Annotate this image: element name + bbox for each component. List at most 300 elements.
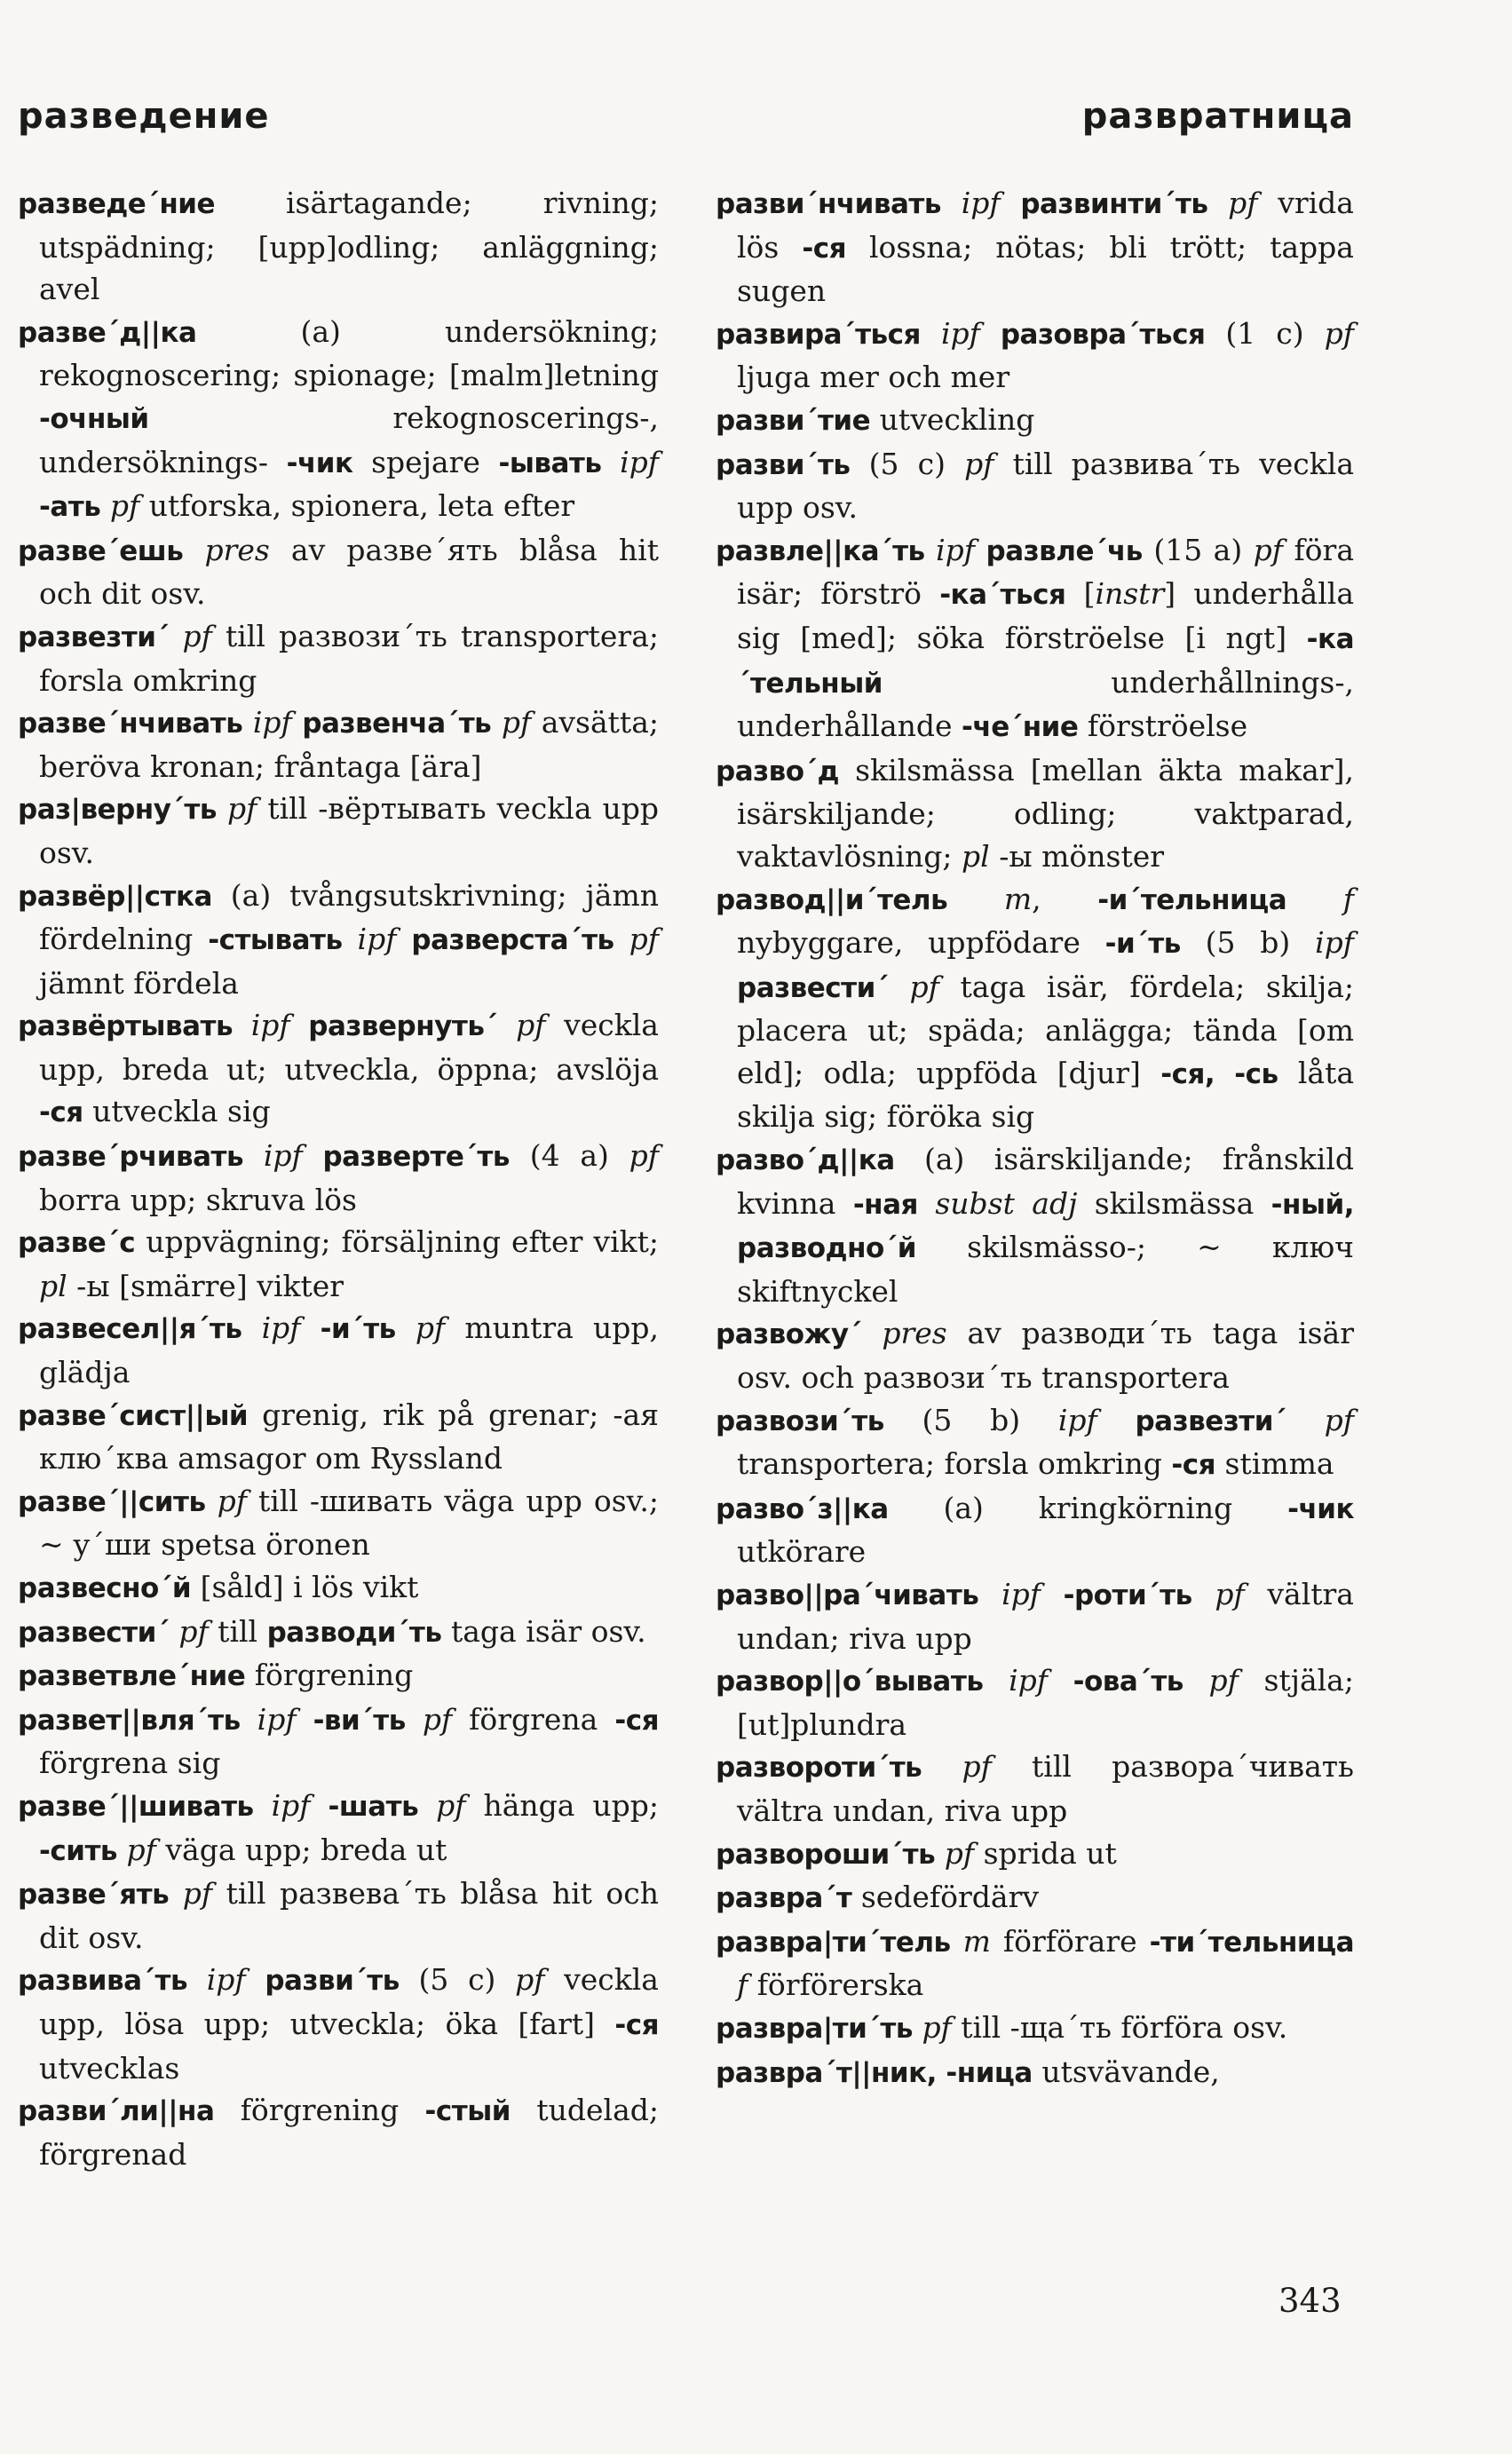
entry-definition [947, 882, 1004, 916]
entry-definition [243, 1138, 264, 1173]
entry-headword: разви´тие [716, 404, 871, 437]
entry-headword: развра|ти´тель [716, 1926, 951, 1959]
entry-definition: veckla upp, breda ut; utveckla, öppna; avslöja [39, 1008, 659, 1087]
entry-form: -ница [946, 2056, 1033, 2089]
entry-definition: stjäla; [ut]plundra [737, 1663, 1354, 1742]
entry-grammar-label: pf [629, 922, 659, 957]
entry-headword: развор||о´вывать [716, 1666, 984, 1698]
entry-definition [170, 1614, 179, 1649]
entry-definition [187, 1962, 207, 1997]
entry-definition: till -ща´ть förföra osv. [951, 2009, 1288, 2045]
entry-definition: utveckla sig [83, 1094, 271, 1129]
entry-definition [1041, 1577, 1064, 1611]
entry-definition [100, 488, 110, 523]
entry-form: -ывать [498, 447, 602, 479]
dictionary-entry [18, 701, 659, 788]
entry-headword: разви´ли||на [18, 2095, 215, 2128]
entry-definition: (4 a) [510, 1138, 629, 1174]
entry-grammar-label: pf [422, 1701, 453, 1737]
entry-grammar-label: pf [962, 1749, 992, 1785]
entry-definition [418, 1788, 436, 1823]
entry-form: -и´ть [320, 1313, 396, 1346]
entry-definition: rekognoscerings-, undersöknings- [39, 400, 659, 479]
entry-definition: till развора´чивать vältra undan, riva upp [737, 1749, 1354, 1828]
entry-definition: (5 c) [850, 446, 965, 481]
entry-form: -очный [39, 402, 149, 435]
dictionary-entry [18, 182, 659, 311]
entry-definition [975, 533, 986, 567]
dictionary-entry [18, 1785, 659, 1872]
entry-definition [918, 1186, 935, 1221]
entry-grammar-label: pf [909, 969, 939, 1004]
entry-definition [913, 2010, 922, 2045]
entry-headword: разво´з||ка [716, 1492, 889, 1525]
entry-definition: (5 c) [399, 1962, 516, 1998]
entry-definition: väga upp; breda ut [155, 1832, 447, 1867]
entry-definition: avsätta; beröva kronan; fråntaga [ära] [39, 705, 659, 784]
entry-form: разводи´ть [266, 1616, 442, 1649]
entry-definition [290, 1008, 309, 1042]
entry-grammar-label: pf [964, 446, 994, 481]
entry-headword: развива´ть [18, 1965, 188, 1998]
entry-definition [292, 705, 303, 740]
entry-definition [1207, 186, 1228, 220]
entry-headword: развра´т [716, 1882, 852, 1915]
dictionary-entry [716, 1833, 1354, 1877]
entry-definition: förförerska [748, 1967, 924, 2003]
entry-definition [233, 1008, 251, 1042]
entry-definition [183, 533, 204, 567]
entry-definition [980, 316, 1001, 351]
entry-definition: nybyggare, uppfödare [737, 925, 1105, 961]
entry-definition: (5 b) [883, 1402, 1058, 1437]
entry-definition: uppvägning; försäljning efter vikt; [135, 1224, 659, 1260]
entry-form: разовра´ться [1000, 318, 1206, 351]
entry-grammar-label: f [1342, 881, 1355, 916]
entry-definition: [ [1065, 576, 1096, 612]
dictionary-entry [716, 1312, 1354, 1398]
entry-grammar-label: pf [1228, 186, 1258, 220]
entry-definition [117, 1833, 127, 1867]
entry-form: -че´ние [962, 711, 1079, 744]
entry-headword: развесно´й [18, 1572, 192, 1604]
entry-headword: развира´ться [716, 318, 921, 351]
dictionary-entry [18, 311, 659, 529]
entry-grammar-label: f [737, 1967, 748, 2003]
entry-definition [937, 2054, 946, 2089]
dictionary-entry [18, 1959, 659, 2089]
entry-definition: (a) tvångsutskrivning; jämn fördelning [39, 877, 659, 957]
entry-definition: -ы mönster [989, 838, 1165, 874]
entry-form: -ся [802, 232, 846, 265]
entry-form: -стый [424, 2095, 511, 2128]
dictionary-entry [716, 2051, 1354, 2095]
entry-grammar-label: pf [182, 1876, 213, 1912]
entry-definition [614, 922, 629, 956]
entry-definition [169, 1876, 183, 1911]
entry-form: развести´ [737, 971, 889, 1004]
entry-headword: разве´||шивать [18, 1790, 254, 1823]
entry-headword: развра|ти´ть [716, 2012, 913, 2045]
entry-definition [978, 1577, 1001, 1611]
entry-grammar-label: pf [1324, 315, 1354, 351]
dictionary-entry [716, 878, 1354, 1139]
dictionary-entry [716, 443, 1354, 529]
entry-definition: tudelad; förgrenad [39, 2093, 659, 2172]
entry-grammar-label: ipf [263, 1138, 303, 1174]
entry-definition: låta skilja sig; föröka sig [737, 1055, 1355, 1135]
entry-definition [241, 1702, 257, 1737]
entry-grammar-label: pf [182, 618, 212, 653]
entry-definition [602, 445, 621, 479]
dictionary-entry [716, 2007, 1354, 2051]
entry-definition: utsvävande, [1032, 2054, 1220, 2089]
entry-form: разверте´ть [322, 1141, 511, 1174]
entry-definition [983, 1663, 1009, 1698]
entry-definition: muntra upp, glädja [39, 1310, 659, 1390]
entry-form: -сить [39, 1834, 118, 1867]
entry-grammar-label: ipf [206, 1962, 246, 1998]
entry-definition [889, 970, 910, 1004]
entry-grammar-label: pres [204, 532, 270, 567]
entry-grammar-label: pres [882, 1316, 947, 1351]
entry-definition: skilsmässa [mellan äkta makar], isärskiljande; odling; vaktparad, vaktavlösning; [737, 752, 1354, 874]
entry-definition: utkörare [737, 1534, 867, 1570]
entry-form: развинти´ть [1020, 188, 1208, 220]
entry-definition [217, 791, 227, 826]
entry-form: развезти´ [1135, 1405, 1286, 1437]
entry-definition: spejare [352, 444, 499, 479]
dictionary-entry [716, 1399, 1354, 1487]
entry-definition [396, 922, 411, 956]
entry-definition: till развози´ть transportera; forsla omkring [39, 618, 659, 698]
entry-form: -ти´тельница [1149, 1926, 1354, 1959]
entry-headword: разве´нчивать [18, 708, 243, 740]
entry-headword: разве´с [18, 1227, 136, 1260]
entry-definition: utvecklas [39, 2050, 180, 2086]
entry-definition [242, 1310, 262, 1345]
entry-form: -ся [614, 2008, 659, 2041]
entry-definition: ljuga mer och mer [737, 360, 1010, 395]
entry-definition: till [208, 1613, 267, 1649]
entry-headword: развожу´ [716, 1318, 862, 1351]
dictionary-entry [716, 529, 1354, 749]
entry-headword: разве´ешь [18, 534, 184, 567]
entry-form: -ная [852, 1188, 918, 1221]
dictionary-entry [18, 1135, 659, 1221]
entry-definition: (a) undersökning; rekognoscering; spionage; [malm]letning [39, 313, 659, 393]
entry-grammar-label: ipf [271, 1787, 311, 1823]
dictionary-entry [716, 1746, 1354, 1832]
entry-definition: förgrening [245, 1658, 414, 1693]
dictionary-entry [18, 615, 659, 701]
entry-headword: разветвле´ние [18, 1660, 246, 1693]
entry-headword: развёр||стка [18, 880, 212, 913]
entry-grammar-label: pl [962, 838, 990, 874]
entry-definition: förgrena [452, 1701, 615, 1737]
entry-grammar-label: pf [629, 1138, 659, 1174]
entry-grammar-label: pf [516, 1008, 546, 1043]
entry-definition [941, 186, 962, 220]
header-first-headword: разведение [18, 96, 270, 137]
entry-definition: sedefördärv [851, 1880, 1040, 1915]
entry-definition: till -шивать väga upp osv.; ~ у´ши spetsa öronen [39, 1483, 659, 1563]
entry-headword: развози´ть [716, 1405, 884, 1437]
entry-headword: разворoши´ть [716, 1838, 936, 1871]
dictionary-entry [18, 875, 659, 1005]
entry-definition: skilsmässa [1077, 1185, 1271, 1221]
entry-definition: [såld] i lös vikt [191, 1570, 419, 1604]
entry-definition: borra upp; skruva lös [39, 1182, 357, 1217]
dictionary-entry [716, 749, 1354, 878]
entry-definition [169, 619, 182, 653]
entry-definition: vältra undan; riva upp [737, 1577, 1354, 1656]
entry-definition [406, 1702, 423, 1737]
entry-grammar-label: subst adj [935, 1185, 1078, 1221]
entry-grammar-label: pf [1324, 1402, 1354, 1437]
entry-definition: taga isär osv. [441, 1613, 646, 1649]
entry-definition: -ы [smärre] vikter [67, 1268, 344, 1303]
entry-definition [1286, 882, 1343, 916]
entry-headword: развра´т||ник, [716, 2056, 937, 2089]
entry-form: -стывать [208, 924, 343, 957]
dictionary-entry [18, 1654, 659, 1698]
entry-grammar-label: ipf [250, 1008, 290, 1043]
entry-definition: grenig, rik på grenar; -ая клю´ква amsagor om Ryssland [39, 1397, 659, 1476]
entry-headword: разво´д [716, 755, 840, 788]
entry-form: -и´ть [1104, 928, 1181, 961]
entry-definition: förgrening [214, 2093, 425, 2128]
entry-definition: (5 b) [1180, 925, 1316, 961]
entry-form: -ка´тельный [737, 622, 1354, 700]
dictionary-entry [716, 1487, 1354, 1573]
entry-definition [921, 316, 941, 351]
entry-definition [396, 1310, 416, 1345]
dictionary-entry [18, 1004, 659, 1135]
entry-definition: veckla upp, lösa upp; utveckla; öka [fart] [39, 1962, 659, 2041]
entry-headword: разво||ра´чивать [716, 1579, 979, 1611]
entry-definition: utforska, spionera, leta efter [139, 488, 575, 524]
entry-definition: förströelse [1078, 708, 1248, 744]
entry-grammar-label: pf [226, 791, 257, 827]
entry-definition: lossna; nötas; bli trött; tappa sugen [737, 229, 1354, 309]
entry-definition: vrida lös [737, 186, 1354, 265]
entry-headword: разви´ть [716, 448, 851, 481]
entry-form: -ка´ться [939, 579, 1066, 612]
entry-headword: развёртывать [18, 1010, 234, 1043]
entry-grammar-label: pf [436, 1787, 466, 1823]
entry-form: -ся, -сь [1160, 1057, 1278, 1090]
header-last-headword: развратница [1081, 96, 1354, 137]
entry-grammar-label: ipf [357, 922, 397, 957]
entry-definition: jämnt fördela [39, 965, 239, 1001]
entry-form: -ви´ть [313, 1704, 406, 1737]
entry-grammar-label: ipf [936, 532, 976, 567]
entry-grammar-label: pf [1208, 1663, 1239, 1698]
entry-definition: (1 c) [1205, 315, 1325, 351]
entry-definition [206, 1484, 218, 1518]
entry-grammar-label: ipf [1001, 1577, 1041, 1611]
entry-form: -ся [39, 1096, 83, 1129]
entry-definition: hänga upp; [465, 1787, 659, 1823]
entry-headword: развле||ка´ть [716, 534, 925, 567]
entry-grammar-label: ipf [1009, 1663, 1048, 1698]
dictionary-entry [18, 1221, 659, 1307]
entry-definition [301, 1310, 321, 1345]
entry-grammar-label: pl [39, 1268, 67, 1303]
entry-headword: разве´||сить [18, 1485, 206, 1518]
entry-definition [491, 705, 502, 740]
entry-headword: развод||и´тель [716, 883, 948, 916]
dictionary-entry [716, 1659, 1354, 1746]
entry-definition: föra isär; förströ [737, 532, 1354, 612]
entry-form: -ова´ть [1073, 1666, 1183, 1698]
entry-definition: till развева´ть blåsa hit och dit osv. [39, 1876, 659, 1955]
entry-definition: stimma [1215, 1446, 1334, 1482]
entry-grammar-label: ipf [620, 444, 659, 479]
entry-grammar-label: ipf [252, 705, 292, 740]
entry-grammar-label: ipf [940, 315, 980, 351]
entry-form: -роти´ть [1063, 1579, 1192, 1611]
dictionary-entry [18, 1872, 659, 1959]
entry-form: -ный, разводно´й [737, 1188, 1354, 1265]
entry-form: -ать [39, 491, 101, 524]
entry-form: -чик [286, 447, 353, 479]
entry-definition [862, 1316, 883, 1350]
entry-definition [242, 705, 253, 740]
entry-definition [311, 1788, 329, 1823]
entry-headword: разве´ять [18, 1879, 170, 1912]
dictionary-entry [18, 1394, 659, 1480]
entry-definition: förgrena sig [39, 1746, 221, 1781]
entry-definition [1183, 1663, 1209, 1698]
entry-grammar-label: pf [415, 1310, 446, 1346]
entry-grammar-label: pf [217, 1483, 247, 1518]
entry-definition [254, 1788, 272, 1823]
entry-definition [1001, 186, 1021, 220]
entry-grammar-label: ipf [1057, 1402, 1097, 1437]
dictionary-entry [18, 529, 659, 615]
entry-definition: (15 a) [1142, 532, 1254, 567]
entry-definition: till -вёртывать veckla upp osv. [39, 791, 659, 870]
entry-headword: развесел||я´ть [18, 1313, 242, 1346]
entry-grammar-label: ipf [261, 1310, 301, 1346]
dictionary-entry [716, 182, 1354, 313]
dictionary-entry [716, 1573, 1354, 1659]
entry-definition [1097, 1403, 1136, 1437]
entry-headword: разведе´ние [18, 188, 215, 220]
entry-grammar-label: pf [515, 1962, 545, 1998]
dictionary-entry [18, 1611, 659, 1655]
entry-headword: разве´сист||ый [18, 1399, 249, 1432]
entry-headword: развороти´ть [716, 1752, 922, 1785]
entry-form: -ся [614, 1704, 659, 1737]
dictionary-entry [716, 399, 1354, 443]
entry-definition: transportera; forsla omkring [737, 1446, 1172, 1482]
entry-definition: skilsmässo-; ~ ключ skiftnyckel [737, 1230, 1354, 1309]
entry-grammar-label: pf [109, 488, 140, 524]
entry-definition: ] underhålla sig [med]; söka förströelse [i ngt] [737, 576, 1354, 655]
entry-headword: раз|верну´ть [18, 794, 217, 827]
entry-form: -шать [328, 1790, 419, 1823]
page-number: 343 [1278, 2282, 1342, 2320]
entry-grammar-label: pf [1253, 532, 1283, 567]
entry-definition [303, 1138, 323, 1173]
right-column [716, 182, 1354, 2094]
entry-form: -и´тельница [1097, 883, 1287, 916]
entry-grammar-label: pf [944, 1835, 975, 1871]
dictionary-entry [18, 788, 659, 874]
entry-form: -ся [1171, 1449, 1216, 1482]
entry-form: -чик [1287, 1492, 1354, 1525]
entry-grammar-label: pf [501, 705, 532, 740]
entry-grammar-label: pf [178, 1613, 209, 1649]
left-column [18, 182, 659, 2175]
entry-headword: развет||вля´ть [18, 1704, 241, 1737]
entry-definition [246, 1962, 265, 1997]
entry-definition [297, 1702, 313, 1737]
entry-definition: taga isär, fördela; skilja; placera ut; späda; anlägga; tända [om eld]; odla; uppföda [djur] [737, 969, 1354, 1090]
entry-definition: (a) isärskiljande; frånskild kvinna [737, 1142, 1354, 1221]
entry-definition [925, 533, 936, 567]
entry-form: развенча´ть [302, 708, 492, 740]
entry-definition [1048, 1663, 1073, 1698]
entry-form: развернуть´ [308, 1010, 498, 1043]
entry-grammar-label: ipf [257, 1701, 297, 1737]
entry-grammar-label: instr [1095, 576, 1165, 612]
entry-headword: развести´ [18, 1616, 170, 1649]
entry-grammar-label: ipf [1315, 925, 1354, 961]
entry-definition [935, 1836, 945, 1871]
entry-definition: utveckling [870, 401, 1035, 437]
dictionary-entry [18, 1566, 659, 1611]
entry-grammar-label: pf [126, 1832, 156, 1867]
entry-definition [1286, 1403, 1325, 1437]
dictionary-entry [716, 1920, 1354, 2007]
entry-headword: разви´нчивать [716, 188, 941, 220]
dictionary-entry [18, 1307, 659, 1393]
dictionary-entry [716, 1876, 1354, 1920]
entry-definition [1192, 1577, 1215, 1611]
entry-definition [922, 1749, 962, 1784]
dictionary-entry [18, 1480, 659, 1566]
entry-form: разверста´ть [411, 924, 614, 957]
entry-headword: разве´д||ка [18, 316, 197, 349]
entry-grammar-label: m [1003, 881, 1033, 916]
entry-definition [951, 1924, 963, 1959]
entry-definition: underhållnings-, underhållande [737, 664, 1354, 744]
entry-definition: sprida ut [974, 1835, 1117, 1871]
entry-grammar-label: m [962, 1923, 991, 1959]
dictionary-entry [18, 1698, 659, 1785]
dictionary-entry [18, 2089, 659, 2175]
entry-definition: (a) kringkörning [888, 1490, 1288, 1525]
entry-grammar-label: pf [1215, 1577, 1245, 1611]
entry-definition: av разводи´ть taga isär osv. och развози´ть transportera [737, 1316, 1354, 1396]
entry-form: разви´ть [265, 1965, 400, 1998]
entry-grammar-label: pf [922, 2009, 952, 2045]
entry-form: развле´чь [986, 534, 1143, 567]
dictionary-entry [716, 1138, 1354, 1312]
entry-definition: isärtagande; rivning; utspädning; [upp]odling; anläggning; avel [39, 186, 659, 307]
entry-definition [343, 922, 358, 956]
entry-definition [497, 1008, 516, 1042]
entry-definition: av разве´ять blåsa hit och dit osv. [39, 532, 659, 612]
entry-headword: разве´рчивать [18, 1141, 244, 1174]
entry-definition: förförare [990, 1923, 1150, 1959]
dictionary-entry [716, 313, 1354, 399]
entry-definition: , [1032, 881, 1098, 916]
